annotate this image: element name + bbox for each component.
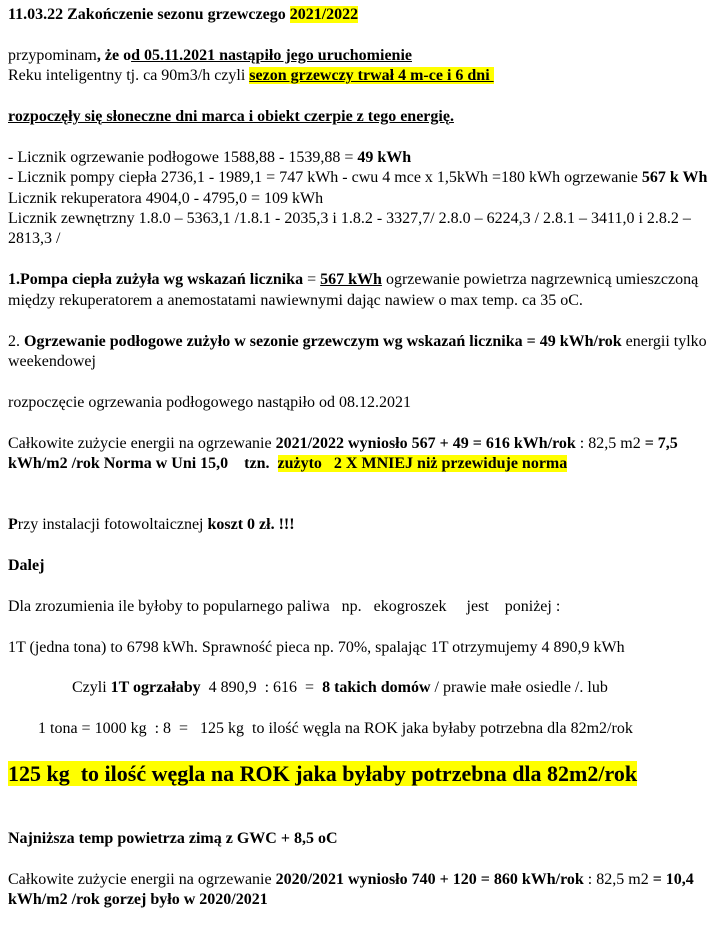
- text-run: 2.: [8, 332, 24, 350]
- text-run: 567 k Wh: [641, 169, 708, 187]
- text-run: Licznik zewnętrzny 1.8.0 – 5363,1 /1.8.1 - 2035,3 i 1.8.2 - 3327,7/ 2.8.0 – 6224,3 / 2.8.1 – 3411,0 i 2.8.2 – 2813,3 /: [8, 210, 695, 248]
- blank-line: [8, 576, 709, 596]
- text-run: Czyli: [72, 679, 111, 697]
- text-run: przypominam: [8, 46, 97, 64]
- sunny-days-line: [8, 107, 709, 127]
- blank-line: [8, 25, 709, 45]
- blank-line: [8, 127, 709, 147]
- text-run: / prawie małe osiedle /. lub: [430, 679, 608, 697]
- text-run: , że o: [96, 46, 132, 64]
- text-run: P: [8, 516, 18, 534]
- blank-line: [8, 372, 709, 392]
- text-run: 8 takich domów: [322, 679, 431, 697]
- text-run: Reku inteligentny tj. ca 90m3/h czyli: [8, 67, 250, 85]
- text-run: : 82,5 m2: [583, 870, 653, 888]
- text-run: 1T ogrzałaby: [110, 679, 201, 697]
- houses-heated-line: [8, 678, 709, 698]
- text-run: Najniższa temp powietrza zimą z GWC + 8,5 oC: [8, 829, 338, 847]
- text-run: 1 tona = 1000 kg : 8 = 125 kg to ilość węgla na ROK jaka byłaby potrzebna dla 82m2/rok: [38, 720, 633, 738]
- text-run: rozpoczęcie ogrzewania podłogowego nastąpiło od 08.12.2021: [8, 393, 411, 411]
- blank-line: [8, 849, 709, 869]
- dalej-line: [8, 556, 709, 576]
- text-run: koszt 0 zł. !!!: [207, 516, 295, 534]
- point-1-heat-pump: [8, 270, 709, 311]
- text-run: 4 890,9 : 616 =: [200, 679, 323, 697]
- blank-line: [8, 311, 709, 331]
- text-run: rzy instalacji fotowoltaicznej: [17, 516, 208, 534]
- text-run: 567 kWh: [320, 271, 382, 289]
- text-run: 2020/2021 wyniosło 740 + 120 = 860 kWh/rok: [275, 870, 584, 888]
- text-run: ogrzewanie powietrza nagrzewnicą umieszczoną między rekuperatorem a anemostatami nawiewnymi dając nawiew o max temp. ca 35 oC.: [8, 271, 703, 309]
- text-run: - Licznik ogrzewanie podłogowe 1588,88 - 1539,88 =: [8, 148, 358, 166]
- meter-floor-heating-line: [8, 148, 709, 168]
- text-run: Dalej: [8, 556, 45, 574]
- blank-line: [8, 617, 709, 637]
- blank-line: [8, 250, 709, 270]
- lowest-temp-line: [8, 829, 709, 849]
- blank-line: [8, 413, 709, 433]
- coal-calculation-line: [8, 719, 709, 739]
- text-run: = 7,5 kWh/m2 /rok Norma w Uni 15,0 tzn.: [8, 434, 682, 472]
- blank-line: [8, 474, 709, 494]
- blank-line: [8, 808, 709, 828]
- blank-line: [8, 87, 709, 107]
- text-run: Całkowite zużycie energii na ogrzewanie: [8, 870, 276, 888]
- blank-line: [8, 658, 709, 678]
- fuel-comparison-intro: [8, 597, 709, 617]
- text-run: Dla zrozumienia ile byłoby to popularnego paliwa np. ekogroszek jest poniżej :: [8, 597, 561, 615]
- reku-line: [8, 66, 709, 86]
- coal-amount-highlight-line: [8, 760, 709, 788]
- text-run: = 10,4 kWh/m2 /rok gorzej było w 2020/2021: [8, 870, 698, 909]
- blank-line: [8, 788, 709, 808]
- total-energy-2021-2022: [8, 434, 709, 475]
- meter-external-line: [8, 209, 709, 250]
- text-run: 2021/2022 wyniosło 567 + 49 = 616 kWh/rok: [275, 434, 576, 452]
- text-run: 11.03.22 Zakończenie sezonu grzewczego: [8, 6, 290, 23]
- text-run: 1T (jedna tona) to 6798 kWh. Sprawność pieca np. 70%, spalając 1T otrzymujemy 4 890,9 kWh: [8, 638, 625, 656]
- text-run: 49 kWh: [357, 148, 412, 166]
- total-energy-2020-2021: [8, 870, 709, 911]
- text-run: Ogrzewanie podłogowe zużyło w sezonie grzewczym wg wskazań licznika = 49 kWh/rok: [24, 332, 622, 350]
- highlighted-text: sezon grzewczy trwał 4 m-ce i 6 dni: [249, 67, 494, 85]
- highlighted-text: zużyto 2 X MNIEJ niż przewiduje norma: [277, 454, 568, 472]
- highlighted-text: 2021/2022: [289, 6, 359, 23]
- ton-energy-line: [8, 638, 709, 658]
- text-run: energii tylko weekendowej: [8, 332, 711, 370]
- blank-line: [8, 699, 709, 719]
- text-run: Licznik rekuperatora 4904,0 - 4795,0 = 109 kWh: [8, 189, 324, 207]
- title-line: [8, 5, 709, 25]
- blank-line: [8, 536, 709, 556]
- meter-recuperator-line: [8, 189, 709, 209]
- text-run: =: [303, 271, 321, 289]
- blank-line: [8, 495, 709, 515]
- text-run: 1.Pompa ciepła zużyła wg wskazań licznika: [8, 271, 304, 289]
- text-run: rozpoczęły się słoneczne dni marca i obiekt czerpie z tego energię.: [8, 108, 454, 126]
- floor-heating-start-line: [8, 393, 709, 413]
- reminder-line: [8, 46, 709, 66]
- text-run: : 82,5 m2: [575, 434, 645, 452]
- text-run: Całkowite zużycie energii na ogrzewanie: [8, 434, 276, 452]
- text-run: - Licznik pompy ciepła 2736,1 - 1989,1 = 747 kWh - cwu 4 mce x 1,5kWh =180 kWh ogrzewanie: [8, 169, 642, 187]
- pv-cost-line: [8, 515, 709, 535]
- meter-heat-pump-line: [8, 168, 709, 188]
- highlighted-text: 125 kg to ilość węgla na ROK jaka byłaby potrzebna dla 82m2/rok: [8, 761, 638, 787]
- text-run: d 05.11.2021 nastąpiło jego uruchomienie: [131, 46, 412, 64]
- blank-line: [8, 740, 709, 760]
- point-2-floor-heating: [8, 332, 709, 373]
